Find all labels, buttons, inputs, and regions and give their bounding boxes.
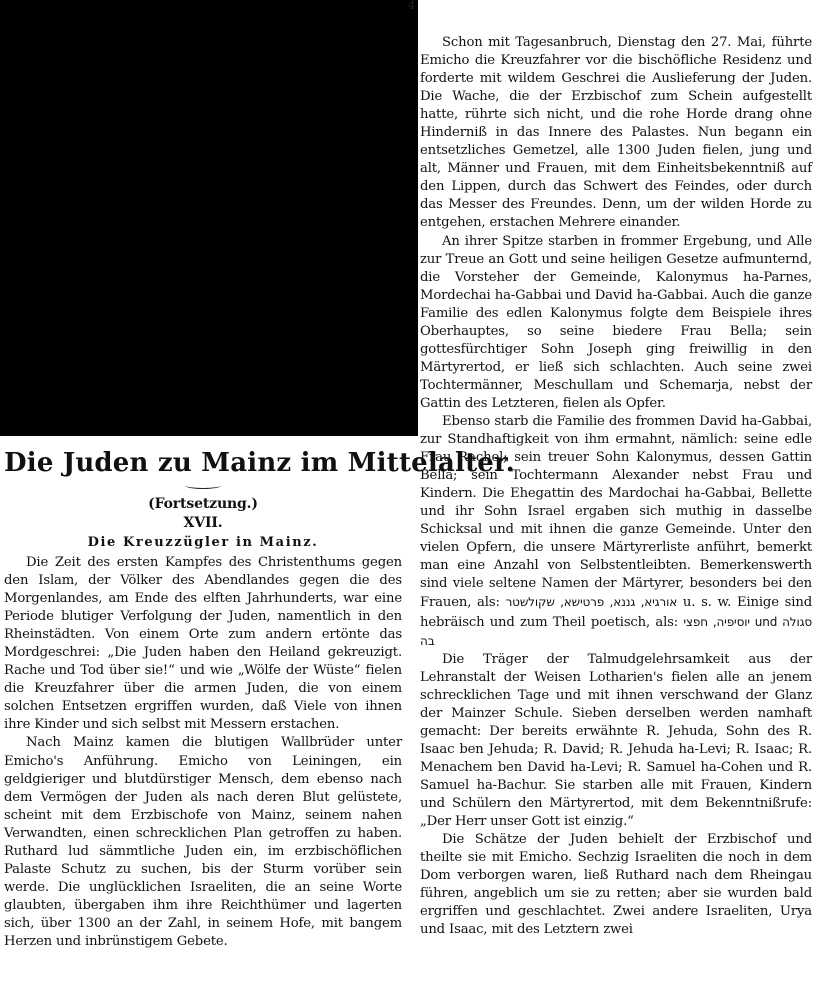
paragraph: Die Zeit des ersten Kampfes des Christenthums gegen den Islam, der Völker des Abendlandes gegen die des Morgenlandes, am Ende des elften Jahrhunderts, war eine Periode blutiger Verfolgung der Juden, namentlich in den Rheinstädten. Von einem Orte zum andern ertönte das Mordgeschrei: „Die Juden haben den Heiland gekreuzigt. Rache und Tod über sie!“ und wie „Wölfe der Wüste“ fielen die Kreuzfahrer über die armen Juden, die von einem solchen Entsetzen ergriffen wurden, daß Viele von ihnen ihre Kinder und sich selbst mit Messern erstachen. (4, 555, 402, 733)
left-column (4, 448, 515, 990)
right-column (420, 34, 812, 990)
paragraph: Die Schätze der Juden behielt der Erzbischof und theilte sie mit Emicho. Sechzig Israeliten die noch in dem Dom verborgen waren, ließ Ruthard nach dem Rheingau führen, angeblich um sie zu retten; aber sie wurden bald ergriffen und geschlachtet. Zwei andere Israeliten, Urya und Isaac, mit des Letztern zwei (420, 832, 812, 938)
paragraph: An ihrer Spitze starben in frommer Ergebung, und Alle zur Treue an Gott und seine heiligen Gesetze aufmunternd, die Vorsteher der Gemeinde, Kalonymus ha-Parnes, Mordechai ha-Gabbai und David ha-Gabbai. Auch die ganze Familie des edlen Kalonymus folgte dem Beispiele ihres Oberhauptes, so seine biedere Frau Bella; sein gottesfürchtiger Sohn Joseph ging freiwillig in den Märtyrertod, er ließ sich schlachten. Auch seine zwei Tochtermänner, Meschullam und Schemarja, nebst der Gattin des Letzteren, fielen als Opfer. (420, 233, 812, 411)
section-number: XVII. (183, 515, 223, 531)
redacted-black-area (0, 0, 418, 436)
hebrew-poetic-names: סגולה und יוסיפיה, חפצי בה (420, 614, 813, 648)
paragraph (420, 413, 812, 651)
title-ornament (185, 482, 221, 489)
section-title: Die Kreuzzügler in Mainz. (87, 535, 319, 550)
article-title: Die Juden zu Mainz im Mittelalter. (4, 448, 515, 478)
continuation-note: (Fortsetzung.) (148, 496, 258, 512)
paragraph-text: Ebenso starb die Familie des frommen David ha-Gabbai, zur Standhaftigkeit von ihm ermahnt, nämlich: seine edle Frau Rachel; sein treuer Sohn Kalonymus, dessen Gattin Bella; sein Tochtermann Alexander nebst Frau und Kindern. Die Ehegattin des Mardochai ha-Gabbai, Bellette und ihr Sohn Israel ergaben sich muthig in dasselbe Schicksal und mit ihnen die ganze Gemeinde. Unter den vielen Opfern, die unsere Märtyrerliste anführt, bemerkt man eine Anzahl von Selbstentleibten. Bemerkenswerth sind viele seltene Namen der Märtyrer, besonders bei den Frauen, als: (420, 413, 812, 611)
hebrew-names: אורגיא, גננא, פרטישא, שקולשטר (505, 595, 678, 610)
paragraph: Die Träger der Talmudgelehrsamkeit aus der Lehranstalt der Weisen Lotharien's fielen alle an jenem schrecklichen Tage und mit ihnen verschwand der Glanz der Mainzer Schule. Sieben derselben werden namhaft gemacht: Der bereits erwähnte R. Jehuda, Sohn des R. Isaac ben Jehuda; R. David; R. Jehuda ha-Levi; R. Isaac; R. Menachem ben David ha-Levi; R. Samuel ha-Cohen und R. Samuel ha-Bachur. Sie starben alle mit Frauen, Kindern und Schülern den Märtyrertod, mit dem Bekenntnißrufe: „Der Herr unser Gott ist einzig.“ (420, 651, 812, 830)
paragraph: Schon mit Tagesanbruch, Dienstag den 27. Mai, führte Emicho die Kreuzfahrer vor die bischöfliche Residenz und forderte mit wildem Geschrei die Auslieferung der Juden. Die Wache, die der Erzbischof zum Schein aufgestellt hatte, rührte sich nicht, und die rohe Horde drang ohne Hinderniß in das Innere des Palastes. Nun begann ein entsetzliches Gemetzel, alle 1300 Juden fielen, jung und alt, Männer und Frauen, mit dem Einheitsbekenntniß auf den Lippen, durch das Schwert des Feindes, oder durch das Messer des Freundes. Denn, um der wilden Horde zu entgehen, erstachen Mehrere einander. (420, 35, 812, 231)
page-top-mark: 4 (408, 0, 415, 12)
paragraph-text: u. s. w. Einige sind hebräisch und zum Theil poetisch, als: (420, 595, 812, 630)
paragraph: Nach Mainz kamen die blutigen Wallbrüder unter Emicho's Anführung. Emicho von Leiningen, ein geldgieriger und blutdürstiger Mensch, dem ebenso nach dem Vermögen der Juden als nach deren Blut gelüstete, scheint mit dem Erzbischofe von Mainz, seinem nahen Verwandten, einen schrecklichen Plan getroffen zu haben. Ruthard lud sämmtliche Juden ein, im erzbischöflichen Palaste Schutz zu suchen, bis der Sturm vorüber sein werde. Die unglücklichen Israeliten, die an seine Worte glaubten, übergaben ihm ihre Reichthümer und lagerten sich, über 1300 an der Zahl, in seinem Hofe, mit bangem Herzen und inbrünstigem Gebete. (4, 735, 402, 949)
